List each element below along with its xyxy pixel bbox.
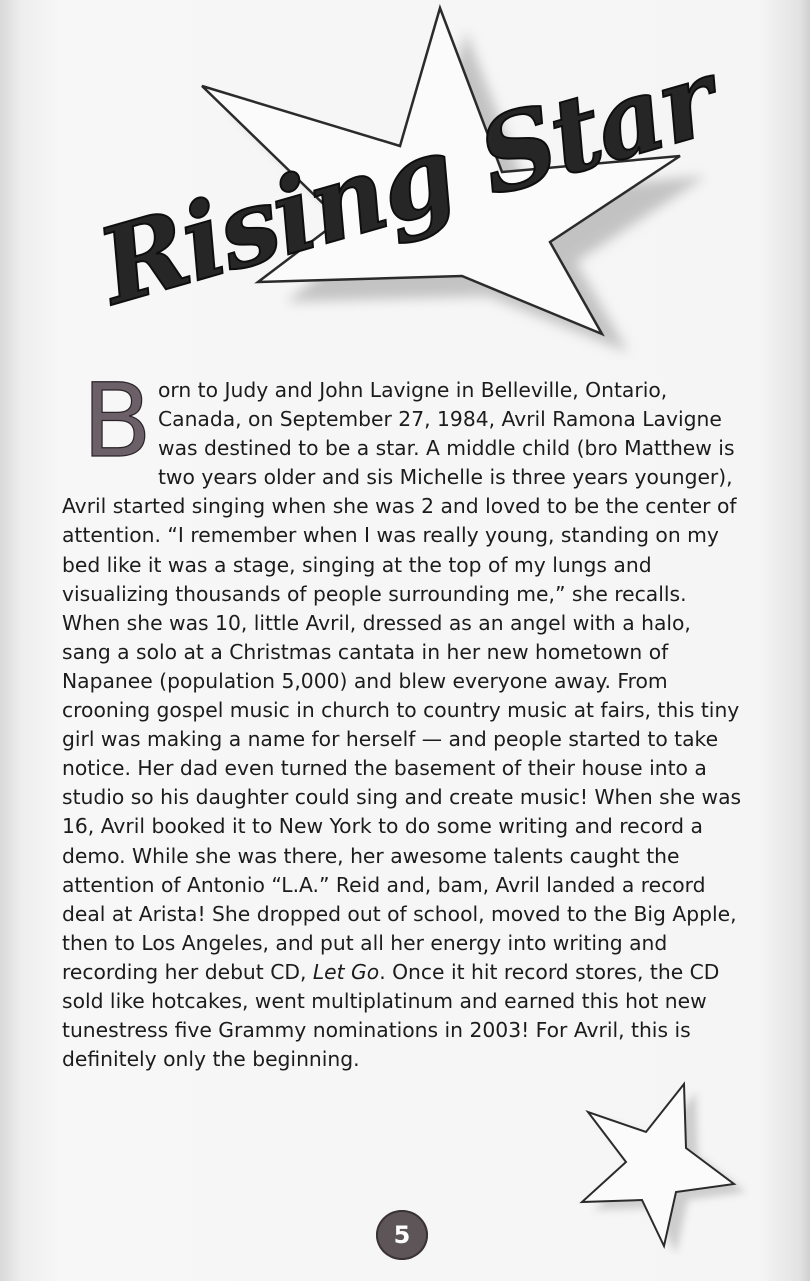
page-number-badge: 5 xyxy=(376,1210,428,1260)
article-body xyxy=(62,362,742,1074)
page-title: Rising Star xyxy=(86,36,728,329)
drop-cap: B xyxy=(82,362,152,481)
album-title: Let Go xyxy=(312,959,380,984)
article-text: orn to Judy and John Lavigne in Belleville, Ontario, Canada, on September 27, 1984, Avril Ramona Lavigne was destined to be a star. A middle child (bro Matthew is two years older and sis Michelle is three years younger), Avril started singing when she was 2 and loved to be the center of attention. “I remember when I was really young, standing on my bed like it was a stage, singing at the top of my lungs and visualizing thousands of people surrounding me,” she recalls. When she was 10, little Avril, dressed as an angel with a halo, sang a solo at a Christmas cantata in her new hometown of Napanee (population 5,000) and blew everyone away. From crooning gospel music in church to country music at fairs, this tiny girl was making a name for herself — and people started to take notice. Her dad even turned the basement of their house into a studio so his daughter could sing and create music! When she was 16, Avril booked it to New York to do some writing and record a demo. While she was there, her awesome talents caught the attention of Antonio “L.A.” Reid and, bam, Avril landed a record deal at Arista! She dropped out of school, moved to the Big Apple, then to Los Angeles, and put all her energy into writing and recording her debut CD, xyxy=(62,378,742,984)
header-illustration xyxy=(0,0,810,360)
article-text-end: . Once it hit record stores, the CD sold like hotcakes, went multiplatinum and earned this hot new tunestress five Grammy nominations in 2003! For Avril, this is definitely only the beginning. xyxy=(62,959,720,1072)
small-star-icon xyxy=(570,1080,750,1255)
